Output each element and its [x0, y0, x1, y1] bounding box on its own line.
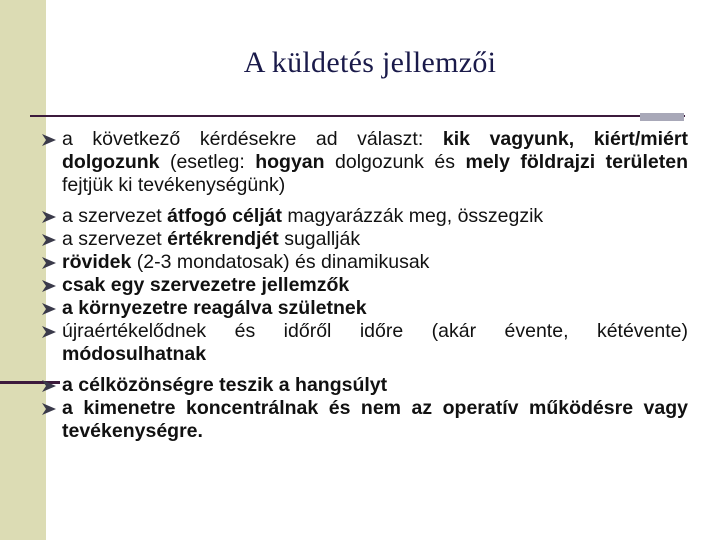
arrowhead-bullet-icon: [40, 320, 58, 343]
bullet-text: (esetleg:: [159, 151, 256, 173]
bullet-item: [38, 274, 688, 297]
arrowhead-bullet-icon: [40, 397, 58, 420]
bullet-text-bold: a célközönségre teszik a hangsúlyt: [62, 374, 388, 396]
bullet-text-bold: csak egy szervezetre jellemzők: [62, 274, 350, 296]
bullet-text-bold: rövidek: [62, 251, 132, 273]
bullet-text: (2-3 mondatosak) és dinamikusak: [131, 251, 430, 273]
slide-title: A küldetés jellemzői: [243, 46, 497, 79]
bullet-text-bold: a kimenetre koncentrálnak és nem az operatív működésre vagy tevékenységre.: [62, 397, 688, 442]
arrowhead-bullet-icon: [40, 205, 58, 228]
bullet-item: [38, 128, 688, 197]
bullet-text: fejtjük ki tevékenységünk): [62, 174, 286, 196]
arrowhead-bullet-icon: [40, 128, 58, 151]
bullet-text-bold: értékrendjét: [167, 228, 279, 250]
bullet-text-bold: hogyan: [255, 151, 325, 173]
arrowhead-bullet-icon: [40, 374, 58, 397]
arrowhead-bullet-icon: [40, 251, 58, 274]
bullet-item: [38, 205, 688, 228]
bullet-item: [38, 228, 688, 251]
bullet-text-bold: kik vagyunk, kiért/miért dolgozunk: [62, 128, 688, 173]
title-divider: [30, 115, 685, 117]
bullet-text: sugallják: [278, 228, 361, 250]
bullet-item: [38, 297, 688, 320]
bullet-text-bold: módosulhatnak: [62, 343, 207, 365]
arrowhead-bullet-icon: [40, 297, 58, 320]
bullet-text: a következő kérdésekre ad választ:: [62, 128, 443, 150]
bullet-text-bold: a környezetre reagálva születnek: [62, 297, 367, 319]
bullet-text: dolgozunk és: [324, 151, 466, 173]
bullet-item: [38, 320, 688, 366]
bullet-list: [38, 128, 688, 443]
bullet-item: [38, 251, 688, 274]
bullet-text: a szervezet: [62, 228, 168, 250]
arrowhead-bullet-icon: [40, 274, 58, 297]
bullet-item: [38, 397, 688, 443]
bullet-text: újraértékelődnek és időről időre (akár évente, kétévente): [62, 320, 688, 342]
bullet-text-bold: mely földrajzi területen: [465, 151, 688, 173]
divider-accent: [640, 113, 684, 121]
arrowhead-bullet-icon: [40, 228, 58, 251]
bullet-text-bold: átfogó célját: [167, 205, 282, 227]
bullet-item: [38, 374, 688, 397]
bullet-text: a szervezet: [62, 205, 168, 227]
bullet-text: magyarázzák meg, összegzik: [282, 205, 544, 227]
